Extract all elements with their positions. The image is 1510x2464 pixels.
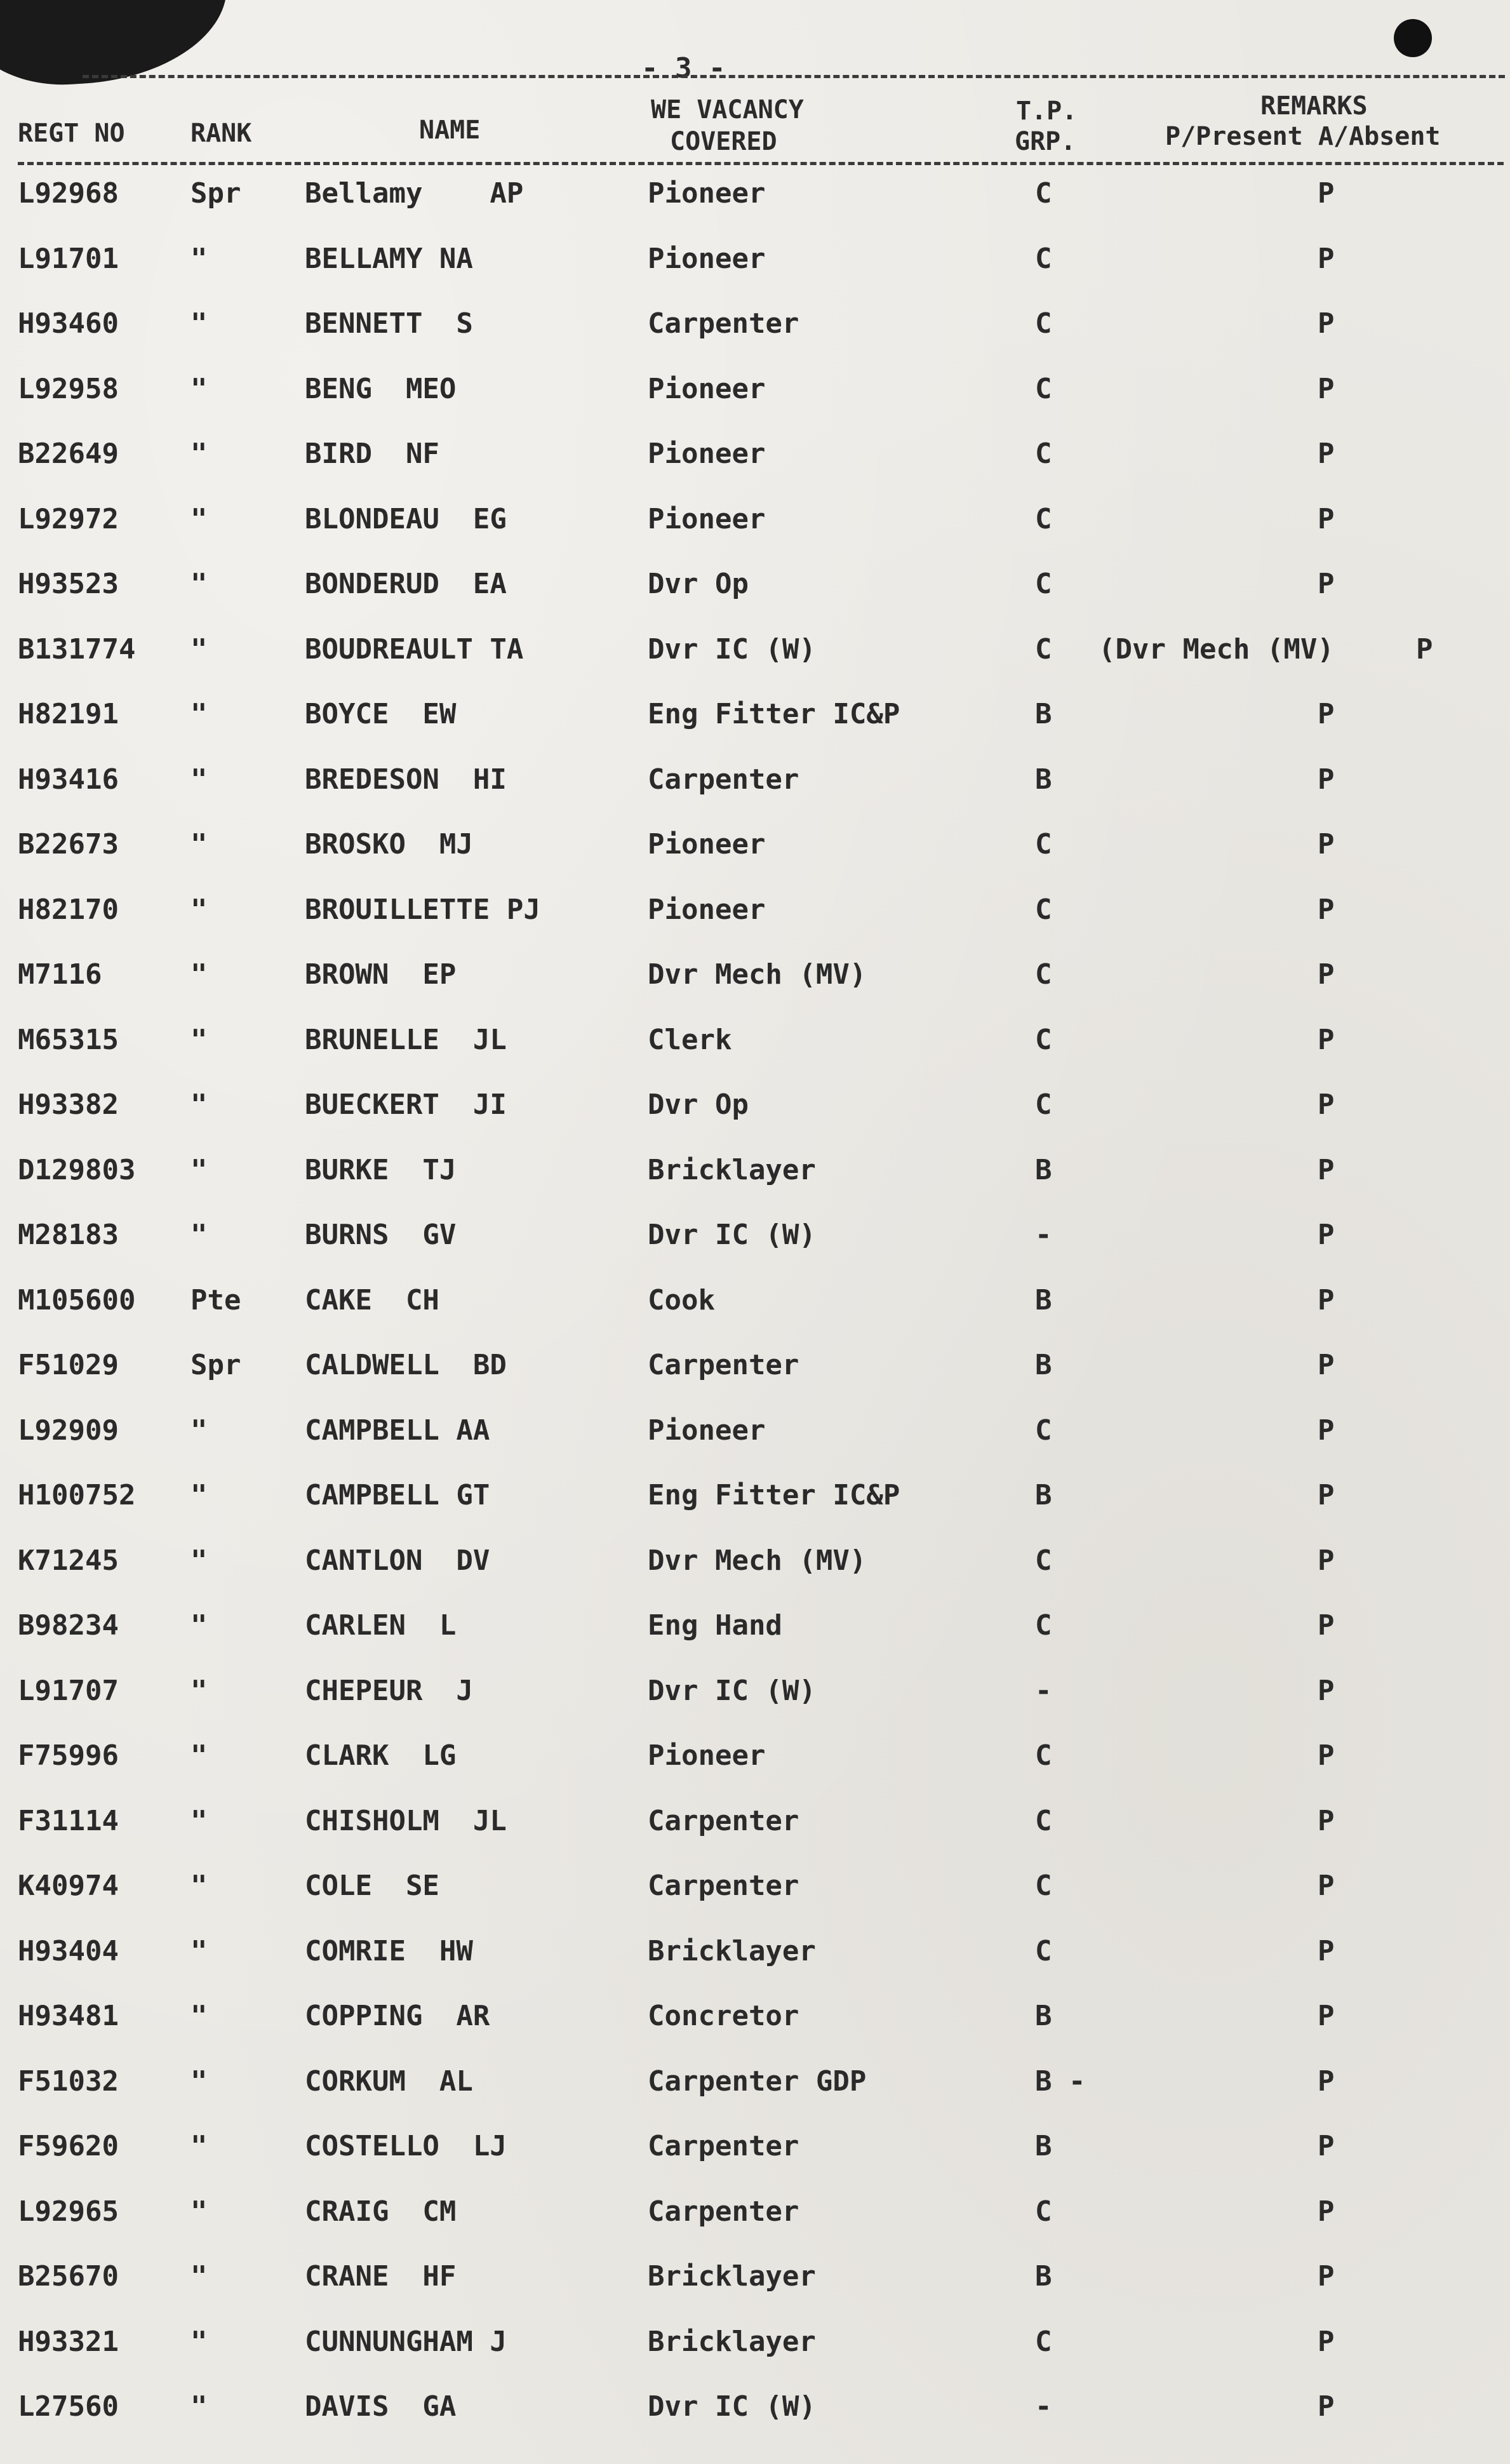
tp-grp-cell: C — [1035, 568, 1052, 600]
table-row — [0, 695, 1510, 759]
regt-no-cell: L91701 — [18, 242, 119, 275]
remarks-cell: P — [1318, 1349, 1335, 1381]
rank-cell: Pte — [190, 1283, 241, 1316]
tp-grp-cell: B — [1035, 2260, 1052, 2293]
regt-no-cell: H93404 — [18, 1934, 119, 1967]
table-row — [0, 1346, 1510, 1410]
vacancy-cell: Eng Hand — [648, 1609, 782, 1642]
header-remarks-line2: P/Present A/Absent — [1165, 122, 1441, 151]
remarks-cell: P — [1318, 1479, 1335, 1511]
name-cell: COMRIE HW — [305, 1934, 473, 1967]
table-row — [0, 565, 1510, 629]
name-cell: CRAIG CM — [305, 2195, 457, 2228]
regt-no-cell: L92968 — [18, 177, 119, 210]
table-row — [0, 1672, 1510, 1736]
name-cell: Bellamy AP — [305, 177, 524, 210]
table-row — [0, 1151, 1510, 1215]
table-row — [0, 826, 1510, 889]
regt-no-cell: F51032 — [18, 2065, 119, 2098]
name-cell: BOUDREAULT TA — [305, 633, 524, 666]
remarks-cell: P — [1318, 1804, 1335, 1837]
table-row — [0, 1542, 1510, 1605]
header-vacancy-line2: COVERED — [670, 127, 777, 156]
regt-no-cell: B25670 — [18, 2260, 119, 2293]
table-row — [0, 631, 1510, 694]
name-cell: COPPING AR — [305, 2000, 490, 2032]
name-cell: BROSKO MJ — [305, 828, 473, 860]
rank-cell: " — [190, 1739, 208, 1772]
regt-no-cell: L91707 — [18, 1674, 119, 1707]
vacancy-cell: Carpenter — [648, 307, 799, 340]
regt-no-cell: F51029 — [18, 1349, 119, 1381]
rank-cell: " — [190, 2000, 208, 2032]
regt-no-cell: K40974 — [18, 1870, 119, 1902]
remarks-cell: P — [1318, 1934, 1335, 1967]
name-cell: CANTLON DV — [305, 1544, 490, 1577]
name-cell: BROWN EP — [305, 958, 457, 991]
tp-grp-cell: C — [1035, 307, 1052, 340]
regt-no-cell: F59620 — [18, 2130, 119, 2162]
rank-cell: " — [190, 438, 208, 470]
rank-cell: " — [190, 502, 208, 535]
remarks-cell: P — [1318, 1870, 1335, 1902]
table-row — [0, 435, 1510, 499]
rank-cell: " — [190, 307, 208, 340]
name-cell: BIRD NF — [305, 438, 439, 470]
tp-grp-cell: C — [1035, 828, 1052, 860]
vacancy-cell: Pioneer — [648, 1414, 766, 1447]
name-cell: BELLAMY NA — [305, 242, 473, 275]
rank-cell: " — [190, 2325, 208, 2358]
table-row — [0, 1086, 1510, 1149]
table-row — [0, 1282, 1510, 1345]
vacancy-cell: Dvr IC (W) — [648, 1674, 816, 1707]
name-cell: CAKE CH — [305, 1283, 439, 1316]
tp-grp-cell: C — [1035, 502, 1052, 535]
tp-grp-cell: B — [1035, 1349, 1052, 1381]
remarks-cell: P — [1318, 2130, 1335, 2162]
remarks-cell: P — [1416, 633, 1433, 666]
table-row — [0, 240, 1510, 304]
remarks-cell: P — [1318, 307, 1335, 340]
vacancy-cell: Dvr IC (W) — [648, 1219, 816, 1251]
remarks-cell: P — [1318, 958, 1335, 991]
header-grp-line1: T.P. — [1016, 97, 1078, 126]
regt-no-cell: L92972 — [18, 502, 119, 535]
vacancy-cell: Dvr IC (W) — [648, 2390, 816, 2423]
rank-cell: " — [190, 1544, 208, 1577]
regt-no-cell: B22649 — [18, 438, 119, 470]
rank-cell: " — [190, 2390, 208, 2423]
vacancy-cell: Pioneer — [648, 502, 766, 535]
regt-no-cell: B98234 — [18, 1609, 119, 1642]
name-cell: CLARK LG — [305, 1739, 457, 1772]
header-remarks-line1: REMARKS — [1260, 91, 1368, 121]
table-row — [0, 1737, 1510, 1800]
remarks-cell: P — [1318, 2260, 1335, 2293]
remarks-cell: P — [1318, 438, 1335, 470]
regt-no-cell: D129803 — [18, 1153, 136, 1186]
rank-cell: " — [190, 1674, 208, 1707]
remarks-cell: P — [1318, 2325, 1335, 2358]
vacancy-cell: Carpenter — [648, 763, 799, 796]
regt-no-cell: H93382 — [18, 1088, 119, 1121]
name-cell: BUECKERT JI — [305, 1088, 507, 1121]
rank-cell: " — [190, 1023, 208, 1056]
regt-no-cell: H82191 — [18, 698, 119, 730]
vacancy-cell: Dvr Mech (MV) — [648, 958, 867, 991]
rank-cell: " — [190, 1870, 208, 1902]
rank-cell: Spr — [190, 177, 241, 210]
vacancy-cell: Bricklayer — [648, 2325, 816, 2358]
regt-no-cell: M28183 — [18, 1219, 119, 1251]
table-row — [0, 2323, 1510, 2387]
tp-grp-cell: B — [1035, 1283, 1052, 1316]
vacancy-cell: Bricklayer — [648, 1153, 816, 1186]
table-row — [0, 500, 1510, 564]
regt-no-cell: L92965 — [18, 2195, 119, 2228]
regt-no-cell: H93460 — [18, 307, 119, 340]
name-cell: COSTELLO LJ — [305, 2130, 507, 2162]
regt-no-cell: L92958 — [18, 372, 119, 405]
vacancy-cell: Pioneer — [648, 1739, 766, 1772]
vacancy-cell: Bricklayer — [648, 1934, 816, 1967]
vacancy-cell: Bricklayer — [648, 2260, 816, 2293]
table-row — [0, 761, 1510, 824]
table-row — [0, 1476, 1510, 1540]
remarks-cell: P — [1318, 1609, 1335, 1642]
rank-cell: " — [190, 633, 208, 666]
remarks-cell: P — [1318, 2000, 1335, 2032]
vacancy-cell: Dvr Op — [648, 1088, 749, 1121]
remarks-cell: P — [1318, 1674, 1335, 1707]
table-row — [0, 956, 1510, 1019]
name-cell: DAVIS GA — [305, 2390, 457, 2423]
remarks-cell: P — [1318, 1414, 1335, 1447]
regt-no-cell: H93481 — [18, 2000, 119, 2032]
table-row — [0, 1932, 1510, 1996]
table-row — [0, 891, 1510, 954]
regt-no-cell: K71245 — [18, 1544, 119, 1577]
tp-grp-cell: B - — [1035, 2065, 1086, 2098]
name-cell: BLONDEAU EG — [305, 502, 507, 535]
table-row — [0, 1412, 1510, 1475]
tp-grp-cell: C — [1035, 2195, 1052, 2228]
table-row — [0, 1607, 1510, 1670]
rank-cell: " — [190, 2195, 208, 2228]
name-cell: CAMPBELL GT — [305, 1479, 490, 1511]
remarks-cell: P — [1318, 2390, 1335, 2423]
name-cell: CHISHOLM JL — [305, 1804, 507, 1837]
table-row — [0, 2063, 1510, 2126]
vacancy-cell: Dvr IC (W) — [648, 633, 816, 666]
table-row — [0, 1802, 1510, 1866]
remarks-cell: P — [1318, 1283, 1335, 1316]
name-cell: BENNETT S — [305, 307, 473, 340]
regt-no-cell: H82170 — [18, 893, 119, 926]
table-row — [0, 370, 1510, 434]
header-name: NAME — [419, 116, 481, 145]
table-row — [0, 305, 1510, 368]
vacancy-cell: Dvr Mech (MV) — [648, 1544, 867, 1577]
vacancy-cell: Carpenter — [648, 2195, 799, 2228]
name-cell: BONDERUD EA — [305, 568, 507, 600]
rank-cell: Spr — [190, 1349, 241, 1381]
table-row — [0, 2388, 1510, 2451]
rank-cell: " — [190, 698, 208, 730]
rank-cell: " — [190, 2260, 208, 2293]
name-cell: BURNS GV — [305, 1219, 457, 1251]
vacancy-cell: Pioneer — [648, 828, 766, 860]
rank-cell: " — [190, 568, 208, 600]
vacancy-cell: Pioneer — [648, 438, 766, 470]
tp-grp-cell: C — [1035, 242, 1052, 275]
vacancy-cell: Dvr Op — [648, 568, 749, 600]
vacancy-cell: Pioneer — [648, 177, 766, 210]
vacancy-cell: Carpenter — [648, 2130, 799, 2162]
vacancy-cell: Clerk — [648, 1023, 732, 1056]
remarks-cell: P — [1318, 1739, 1335, 1772]
header-regt-no: REGT NO — [18, 119, 125, 148]
name-cell: COLE SE — [305, 1870, 439, 1902]
remarks-cell: P — [1318, 763, 1335, 796]
rank-cell: " — [190, 1219, 208, 1251]
tp-grp-cell: C — [1035, 177, 1052, 210]
regt-no-cell: F75996 — [18, 1739, 119, 1772]
regt-no-cell: H93321 — [18, 2325, 119, 2358]
rank-cell: " — [190, 1088, 208, 1121]
remarks-cell: P — [1318, 568, 1335, 600]
tp-grp-cell: - — [1035, 1674, 1052, 1707]
tp-grp-cell: C — [1035, 438, 1052, 470]
remarks-cell: P — [1318, 1023, 1335, 1056]
regt-no-cell: H100752 — [18, 1479, 136, 1511]
vacancy-cell: Eng Fitter IC&P — [648, 698, 900, 730]
regt-no-cell: H93523 — [18, 568, 119, 600]
rank-cell: " — [190, 1153, 208, 1186]
tp-grp-cell: B — [1035, 763, 1052, 796]
regt-no-cell: F31114 — [18, 1804, 119, 1837]
name-cell: BRUNELLE JL — [305, 1023, 507, 1056]
tp-grp-cell: C — [1035, 372, 1052, 405]
tp-grp-cell: C — [1035, 1870, 1052, 1902]
tp-grp-cell: C — [1035, 633, 1052, 666]
tp-grp-cell: B — [1035, 1153, 1052, 1186]
remarks-cell: P — [1318, 242, 1335, 275]
header-vacancy-line1: WE VACANCY — [651, 95, 804, 124]
tp-grp-cell: C — [1035, 1934, 1052, 1967]
remarks-cell: P — [1318, 1153, 1335, 1186]
tp-grp-cell: B — [1035, 2130, 1052, 2162]
table-row — [0, 1997, 1510, 2061]
table-row — [0, 1867, 1510, 1931]
remarks-cell: P — [1318, 372, 1335, 405]
vacancy-cell: Carpenter — [648, 1870, 799, 1902]
page-number: - 3 - — [641, 52, 726, 84]
table-row — [0, 2258, 1510, 2321]
rank-cell: " — [190, 958, 208, 991]
tp-grp-cell: C — [1035, 1414, 1052, 1447]
rank-cell: " — [190, 1609, 208, 1642]
rank-cell: " — [190, 1479, 208, 1511]
remarks-cell: P — [1318, 1219, 1335, 1251]
name-cell: BOYCE EW — [305, 698, 457, 730]
remarks-cell: P — [1318, 2195, 1335, 2228]
remarks-cell: P — [1318, 1544, 1335, 1577]
table-row — [0, 2127, 1510, 2191]
rank-cell: " — [190, 1934, 208, 1967]
tp-grp-cell: C — [1035, 1609, 1052, 1642]
name-cell: CALDWELL BD — [305, 1349, 507, 1381]
tp-grp-cell: C — [1035, 1739, 1052, 1772]
rank-cell: " — [190, 2065, 208, 2098]
regt-no-cell: B131774 — [18, 633, 136, 666]
punch-hole — [1394, 19, 1432, 57]
tp-grp-cell: B — [1035, 1479, 1052, 1511]
remarks-note-cell: (Dvr Mech (MV) — [1099, 633, 1334, 666]
remarks-cell: P — [1318, 1088, 1335, 1121]
header-rule — [18, 162, 1504, 165]
rank-cell: " — [190, 1804, 208, 1837]
vacancy-cell: Pioneer — [648, 893, 766, 926]
table-row — [0, 1216, 1510, 1280]
rank-cell: " — [190, 372, 208, 405]
vacancy-cell: Carpenter — [648, 1804, 799, 1837]
vacancy-cell: Pioneer — [648, 242, 766, 275]
table-row — [0, 175, 1510, 238]
regt-no-cell: H93416 — [18, 763, 119, 796]
name-cell: BROUILLETTE PJ — [305, 893, 540, 926]
remarks-cell: P — [1318, 893, 1335, 926]
name-cell: BURKE TJ — [305, 1153, 457, 1186]
table-row — [0, 1021, 1510, 1085]
tp-grp-cell: C — [1035, 1544, 1052, 1577]
tp-grp-cell: C — [1035, 1023, 1052, 1056]
rank-cell: " — [190, 2130, 208, 2162]
tp-grp-cell: B — [1035, 2000, 1052, 2032]
name-cell: CRANE HF — [305, 2260, 457, 2293]
remarks-cell: P — [1318, 828, 1335, 860]
tp-grp-cell: C — [1035, 893, 1052, 926]
tp-grp-cell: - — [1035, 1219, 1052, 1251]
regt-no-cell: B22673 — [18, 828, 119, 860]
rank-cell: " — [190, 1414, 208, 1447]
top-rule — [83, 75, 1505, 78]
vacancy-cell: Cook — [648, 1283, 715, 1316]
vacancy-cell: Pioneer — [648, 372, 766, 405]
rank-cell: " — [190, 242, 208, 275]
name-cell: CUNNUNGHAM J — [305, 2325, 507, 2358]
table-row — [0, 2193, 1510, 2256]
tp-grp-cell: C — [1035, 958, 1052, 991]
remarks-cell: P — [1318, 502, 1335, 535]
regt-no-cell: M7116 — [18, 958, 102, 991]
regt-no-cell: M65315 — [18, 1023, 119, 1056]
header-rank: RANK — [190, 119, 252, 148]
header-grp-line2: GRP. — [1015, 127, 1076, 156]
vacancy-cell: Eng Fitter IC&P — [648, 1479, 900, 1511]
remarks-cell: P — [1318, 177, 1335, 210]
tp-grp-cell: C — [1035, 1088, 1052, 1121]
name-cell: BENG MEO — [305, 372, 457, 405]
name-cell: BREDESON HI — [305, 763, 507, 796]
vacancy-cell: Carpenter GDP — [648, 2065, 867, 2098]
tp-grp-cell: B — [1035, 698, 1052, 730]
rank-cell: " — [190, 828, 208, 860]
regt-no-cell: L92909 — [18, 1414, 119, 1447]
rank-cell: " — [190, 893, 208, 926]
name-cell: CAMPBELL AA — [305, 1414, 490, 1447]
tp-grp-cell: C — [1035, 1804, 1052, 1837]
name-cell: CHEPEUR J — [305, 1674, 473, 1707]
remarks-cell: P — [1318, 2065, 1335, 2098]
name-cell: CARLEN L — [305, 1609, 457, 1642]
rank-cell: " — [190, 763, 208, 796]
vacancy-cell: Concretor — [648, 2000, 799, 2032]
tp-grp-cell: C — [1035, 2325, 1052, 2358]
vacancy-cell: Carpenter — [648, 1349, 799, 1381]
tp-grp-cell: - — [1035, 2390, 1052, 2423]
remarks-cell: P — [1318, 698, 1335, 730]
regt-no-cell: L27560 — [18, 2390, 119, 2423]
regt-no-cell: M105600 — [18, 1283, 136, 1316]
name-cell: CORKUM AL — [305, 2065, 473, 2098]
